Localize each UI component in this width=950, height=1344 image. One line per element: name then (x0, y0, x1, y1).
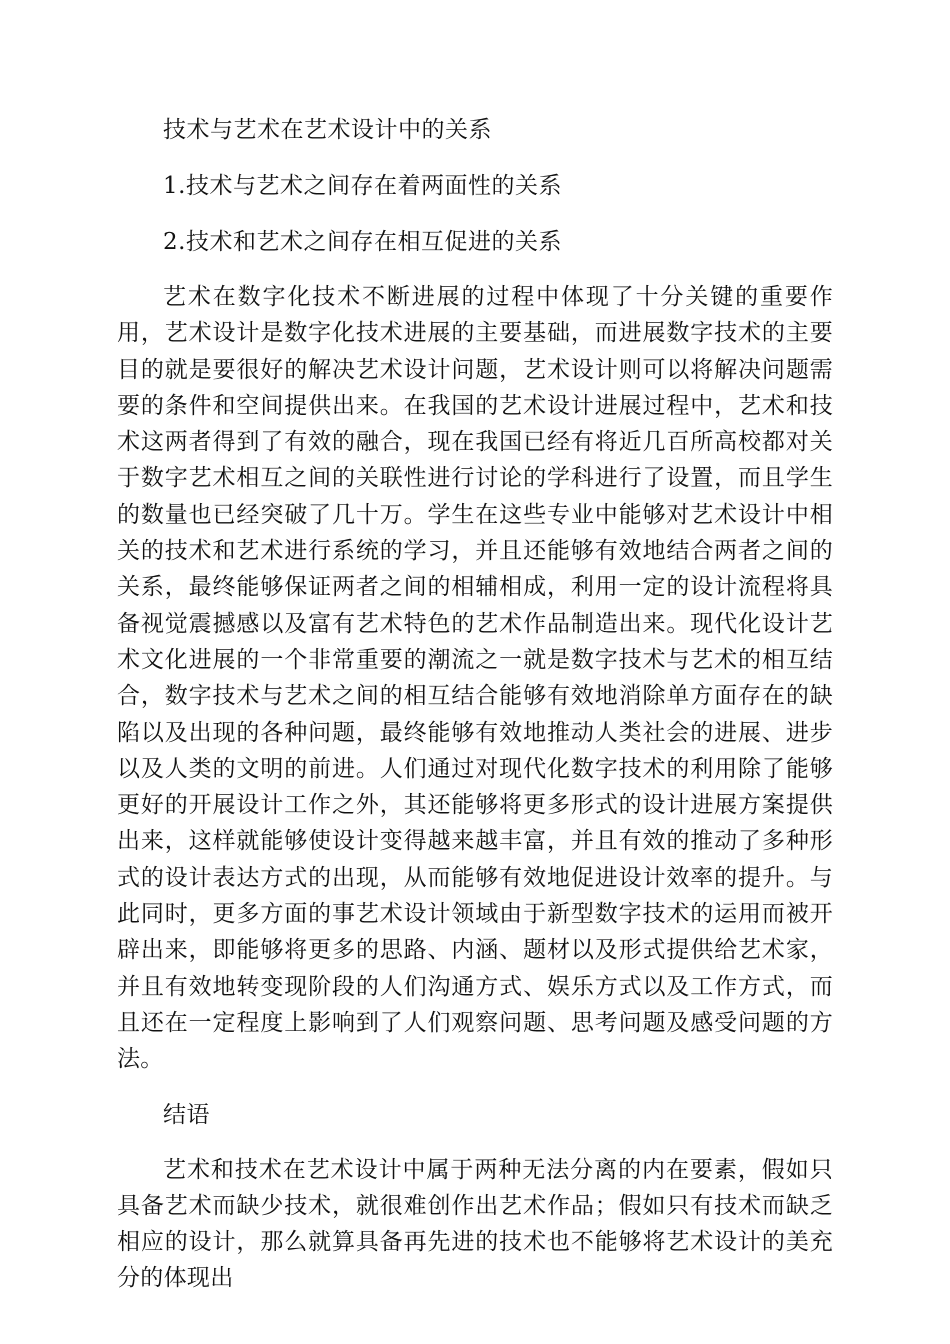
section-body-paragraph: 艺术在数字化技术不断进展的过程中体现了十分关键的重要作用，艺术设计是数字化技术进展的主要基础，而进展数字技术的主要目的就是要很好的解决艺术设计问题，艺术设计则可以将解决问题需要的条件和空间提供出来。在我国的艺术设计进展过程中，艺术和技术这两者得到了有效的融合，现在我国已经有将近几百所高校都对关于数字艺术相互之间的关联性进行讨论的学科进行了设置，而且学生的数量也已经突破了几十万。学生在这些专业中能够对艺术设计中相关的技术和艺术进行系统的学习，并且还能够有效地结合两者之间的关系，最终能够保证两者之间的相辅相成，利用一定的设计流程将具备视觉震撼感以及富有艺术特色的艺术作品制造出来。现代化设计艺术文化进展的一个非常重要的潮流之一就是数字技术与艺术的相互结合，数字技术与艺术之间的相互结合能够有效地消除单方面存在的缺陷以及出现的各种问题，最终能够有效地推动人类社会的进展、进步以及人类的文明的前进。人们通过对现代化数字技术的利用除了能够更好的开展设计工作之外，其还能够将更多形式的设计进展方案提供出来，这样就能够使设计变得越来越丰富，并且有效的推动了多种形式的设计表达方式的出现，从而能够有效地促进设计效率的提升。与此同时，更多方面的事艺术设计领域由于新型数字技术的运用而被开辟出来，即能够将更多的思路、内涵、题材以及形式提供给艺术家，并且有效地转变现阶段的人们沟通方式、娱乐方式以及工作方式，而且还在一定程度上影响到了人们观察问题、思考问题及感受问题的方法。 (117, 284, 833, 1073)
section-title: 技术与艺术在艺术设计中的关系 (163, 117, 492, 143)
conclusion-paragraph: 艺术和技术在艺术设计中属于两种无法分离的内在要素，假如只具备艺术而缺少技术，就很难创作出艺术作品；假如只有技术而缺乏相应的设计，那么就算具备再先进的技术也不能够将艺术设计的美充分的体现出 (117, 1156, 833, 1292)
document-body (117, 111, 833, 1297)
section-point-1: 1.技术与艺术之间存在着两面性的关系 (163, 173, 562, 199)
conclusion-title: 结语 (163, 1101, 210, 1128)
section-point-2: 2.技术和艺术之间存在相互促进的关系 (163, 229, 562, 255)
